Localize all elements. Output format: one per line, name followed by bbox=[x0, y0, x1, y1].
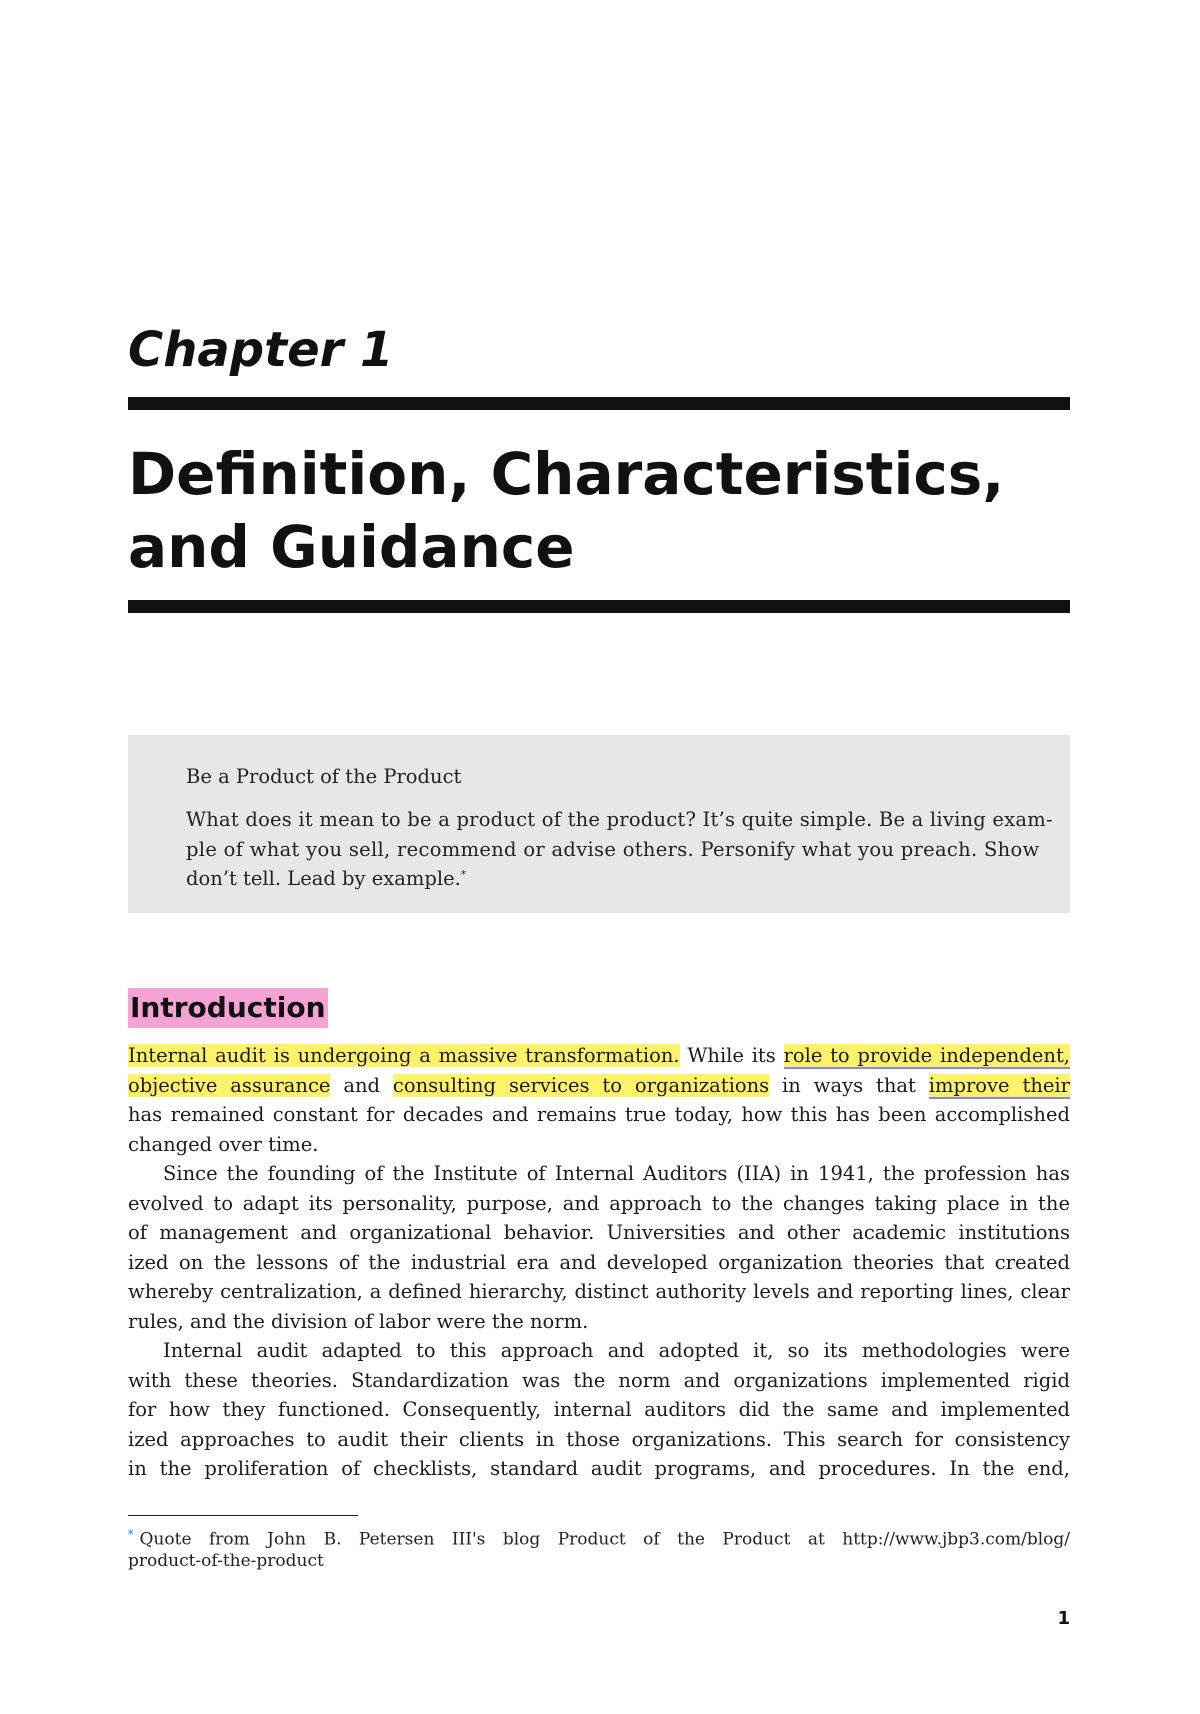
chapter-title-line-1: Definition, Characteristics, bbox=[128, 440, 1005, 508]
p3-line: with these theories. Standardization was the norm and organizations implemented rigid bbox=[128, 1368, 1070, 1392]
p3-line: in the proliferation of checklists, standard audit programs, and procedures. In the end, bbox=[128, 1457, 1070, 1480]
p1-line-1-text: While its bbox=[679, 1044, 784, 1067]
chapter-title-line-2: and Guidance bbox=[128, 513, 575, 581]
body-text bbox=[128, 1041, 1070, 1484]
p2-line: whereby centralization, a defined hierarchy, distinct authority levels and reporting lines, clear bbox=[128, 1280, 1070, 1303]
highlight-consulting-services: consulting services to organizations bbox=[392, 1073, 770, 1097]
epigraph-body bbox=[186, 805, 1053, 894]
footnote-line-2[interactable]: product-of-the-product bbox=[128, 1551, 324, 1571]
p2-line: evolved to adapt its personality, purpose, and approach to the changes taking place in the bbox=[128, 1191, 1070, 1215]
p1-line-2-text-b: in ways that bbox=[769, 1073, 929, 1097]
footnote-mark: * bbox=[128, 1528, 134, 1541]
footnote bbox=[128, 1522, 1070, 1574]
p1-line-2 bbox=[128, 1071, 1070, 1101]
footnote-line-1-text[interactable]: Quote from John B. Petersen III's blog Product of the Product at http://www.jbp3.com/blog/ bbox=[139, 1529, 1070, 1548]
p2-line: of management and organizational behavior. Universities and other academic institutions bbox=[128, 1221, 1070, 1244]
p2-line: Since the founding of the Institute of Internal Auditors (IIA) in 1941, the profession has bbox=[163, 1162, 1070, 1185]
p1-line-2-text-a: and bbox=[330, 1073, 393, 1097]
p1-line-3: has remained constant for decades and remains true today, how this has been accomplished bbox=[128, 1103, 1070, 1126]
epigraph-line-2: ple of what you sell, recommend or advise others. Personify what you preach. Show bbox=[186, 837, 1040, 861]
p2-line: ized on the lessons of the industrial era and developed organization theories that created bbox=[128, 1250, 1070, 1274]
epigraph-line-1: What does it mean to be a product of the product? It’s quite simple. Be a living exam- bbox=[186, 808, 1053, 831]
highlight-improve-operations: improve their bbox=[128, 1074, 1070, 1101]
highlight-role: role to provide independent, bbox=[783, 1044, 1070, 1067]
p3-line: for how they functioned. Consequently, internal auditors did the same and implemented bbox=[128, 1398, 1070, 1421]
p1-line-4: changed over time. bbox=[128, 1132, 319, 1156]
page-number: 1 bbox=[1057, 1608, 1070, 1629]
p3-line: Internal audit adapted to this approach and adopted it, so its methodologies were bbox=[163, 1339, 1070, 1362]
epigraph-footnote-mark[interactable]: * bbox=[460, 869, 466, 881]
chapter-rule-bottom bbox=[128, 600, 1070, 613]
highlight-transformation: Internal audit is undergoing a massive transformation. bbox=[128, 1044, 680, 1067]
introduction-heading: Introduction bbox=[128, 988, 328, 1028]
p1-line-1 bbox=[128, 1041, 1070, 1071]
footnote-rule bbox=[128, 1515, 358, 1516]
epigraph-line-3-text: don’t tell. Lead by example. bbox=[186, 867, 461, 890]
p2-line: rules, and the division of labor were the norm. bbox=[128, 1309, 589, 1333]
epigraph-title: Be a Product of the Product bbox=[186, 765, 462, 788]
epigraph-line-3 bbox=[186, 864, 1016, 894]
chapter-title bbox=[128, 438, 1070, 584]
epigraph-box bbox=[128, 735, 1070, 913]
chapter-label: Chapter 1 bbox=[128, 322, 394, 378]
footnote-line-1 bbox=[128, 1522, 1070, 1548]
highlight-objective-assurance: objective assurance bbox=[128, 1073, 331, 1097]
chapter-rule-top bbox=[128, 397, 1070, 410]
p3-line: ized approaches to audit their clients in those organizations. This search for consistency bbox=[128, 1427, 1070, 1451]
